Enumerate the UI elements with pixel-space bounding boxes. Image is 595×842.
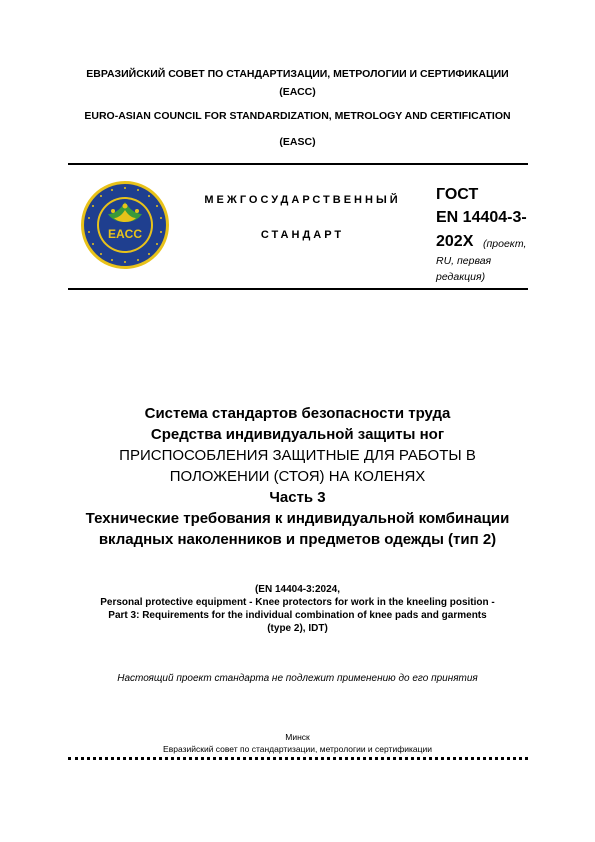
en-title-line-2: Personal protective equipment - Knee protectors for work in the kneeling position - [100,597,495,608]
eacc-logo [80,180,170,270]
designation-gost: ГОСТ [436,186,479,203]
top-rule [68,163,528,165]
designation-status-2: RU, первая [436,255,492,267]
title-line-1: Система стандартов безопасности труда [144,405,451,422]
designation-year: 202X [436,233,474,250]
designation-status-3: редакция) [436,271,486,283]
standard-type-line2: СТАНДАРТ [260,229,345,241]
svg-text:EACC: EACC [107,227,143,241]
council-name-ru: ЕВРАЗИЙСКИЙ СОВЕТ ПО СТАНДАРТИЗАЦИИ, МЕТРОЛОГИИ И СЕРТИФИКАЦИИ [86,68,509,80]
designation-number: EN 14404-3- [436,209,527,226]
standard-type-line1: МЕЖГОСУДАРСТВЕННЫЙ [204,194,401,206]
title-line-2: Средства индивидуальной защиты ног [150,426,445,443]
document-title [70,403,525,550]
en-title-line-1: (EN 14404-3:2024, [254,584,341,595]
council-name-en: EURO-ASIAN COUNCIL FOR STANDARDIZATION, METROLOGY AND CERTIFICATION [84,110,511,122]
title-line-4: ПОЛОЖЕНИИ (СТОЯ) НА КОЛЕНЯХ [169,468,426,485]
footer-dotted-rule [68,757,528,760]
footer-city: Минск [285,732,310,742]
title-line-5: Часть 3 [269,489,326,506]
council-abbr-en: (EASC) [279,136,316,148]
en-title-line-3: Part 3: Requirements for the individual combination of knee pads and garments [108,610,487,621]
header-rule [68,288,528,290]
en-title-line-4: (type 2), IDT) [267,623,328,634]
footer-publisher: Евразийский совет по стандартизации, метрологии и сертификации [163,744,432,754]
title-line-6: Технические требования к индивидуальной комбинации [85,510,510,527]
draft-note: Настоящий проект стандарта не подлежит применению до его принятия [117,673,478,684]
title-line-7: вкладных наколенников и предметов одежды (тип 2) [98,531,497,548]
designation-status-1: (проект, [483,238,527,250]
english-title [60,583,535,635]
council-abbr-ru: (ЕАСС) [279,86,316,98]
title-line-3: ПРИСПОСОБЛЕНИЯ ЗАЩИТНЫЕ ДЛЯ РАБОТЫ В [119,447,476,464]
